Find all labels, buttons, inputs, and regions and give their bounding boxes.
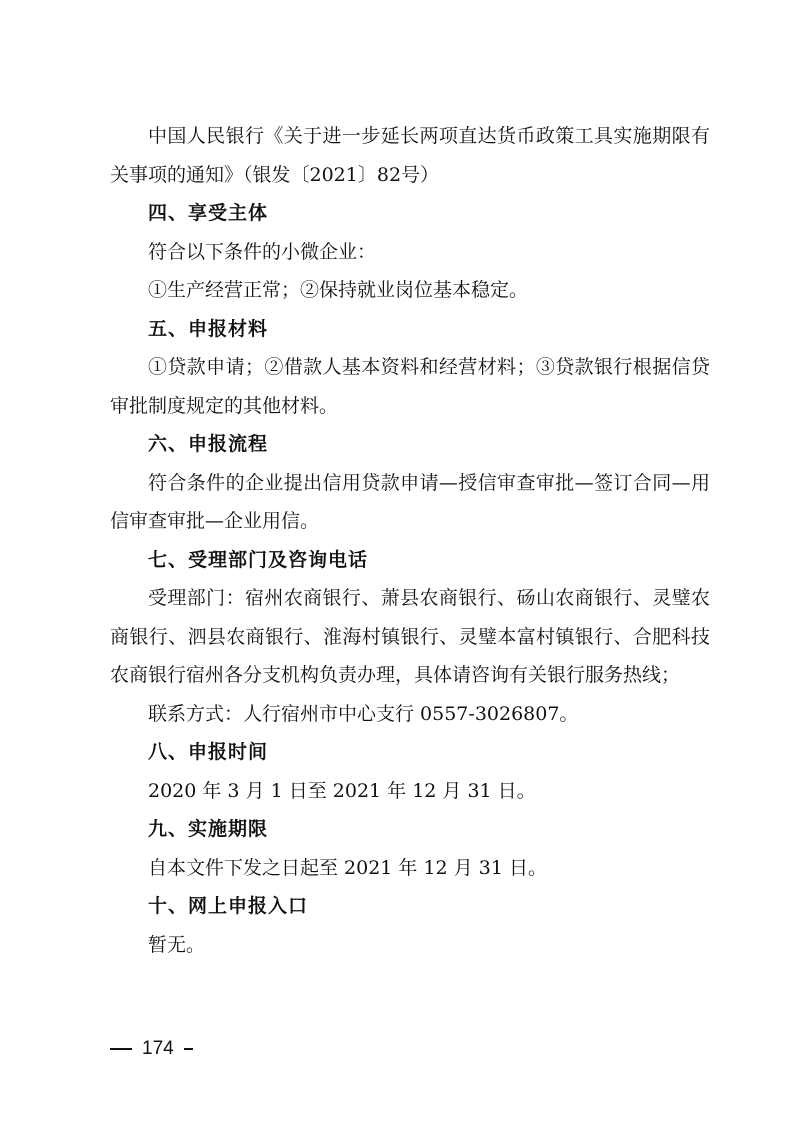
section-heading-materials: 五、申报材料	[148, 317, 269, 340]
contact-paragraph: 联系方式：人行宿州市中心支行 0557-3026807。	[148, 702, 579, 725]
implementation-period-paragraph: 自本文件下发之日起至 2021 年 12 月 31 日。	[148, 856, 547, 879]
subjects-intro: 符合以下条件的小微企业：	[148, 240, 377, 263]
materials-paragraph: ①贷款申请；②借款人基本资料和经营材料；③贷款银行根据信贷审批制度规定的其他材料。	[110, 356, 710, 417]
online-entry-paragraph: 暂无。	[148, 933, 206, 956]
document-body	[110, 117, 710, 964]
section-heading-implementation-period: 九、实施期限	[148, 818, 269, 840]
subjects-conditions: ①生产经营正常；②保持就业岗位基本稳定。	[148, 279, 529, 301]
application-time-paragraph: 2020 年 3 月 1 日至 2021 年 12 月 31 日。	[148, 779, 536, 802]
section-heading-process: 六、申报流程	[148, 433, 269, 455]
process-paragraph: 符合条件的企业提出信用贷款申请—授信审查审批—签订合同—用信审查审批—企业用信。	[110, 471, 710, 532]
section-heading-departments: 七、受理部门及咨询电话	[148, 548, 369, 571]
basis-paragraph: 中国人民银行《关于进一步延长两项直达货币政策工具实施期限有关事项的通知》（银发〔2021〕82号）	[110, 125, 710, 186]
departments-paragraph: 受理部门：宿州农商银行、萧县农商银行、砀山农商银行、灵璧农商银行、泗县农商银行、淮海村镇银行、灵璧本富村镇银行、合肥科技农商银行宿州各分支机构负责办理，具体请咨询有关银行服务热线；	[110, 587, 710, 686]
section-heading-online-entry: 十、网上申报入口	[148, 895, 309, 917]
section-heading-application-time: 八、申报时间	[148, 741, 269, 763]
page-number: 174	[142, 1038, 174, 1059]
footer-dash-left	[110, 1048, 132, 1050]
section-heading-subjects: 四、享受主体	[148, 202, 269, 224]
page-footer	[110, 1038, 193, 1060]
footer-dash-right	[184, 1048, 193, 1050]
